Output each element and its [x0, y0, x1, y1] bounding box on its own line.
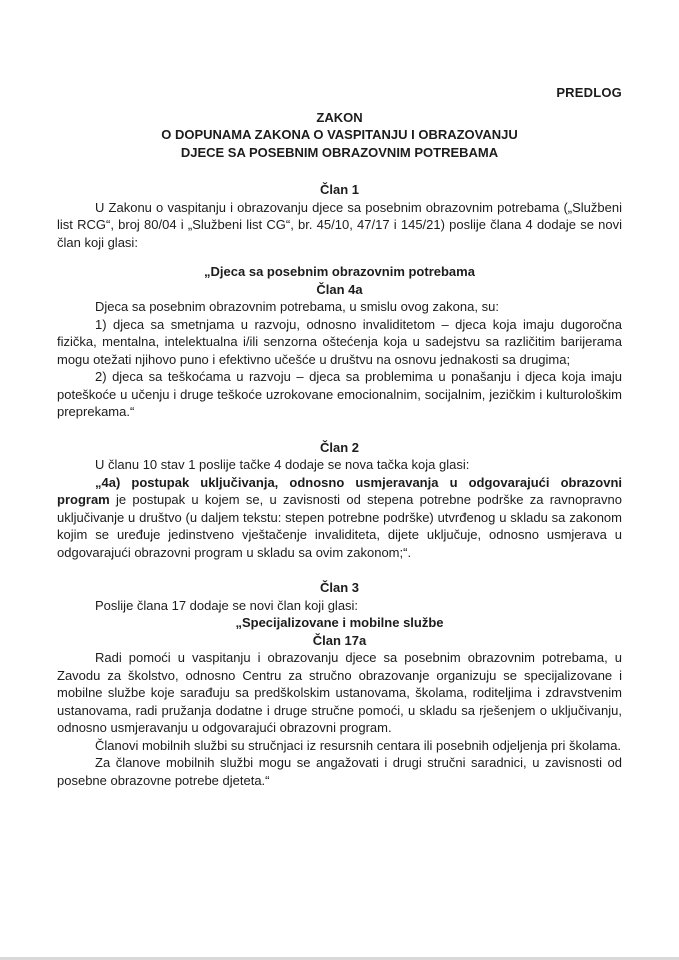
- article-1-item-2: 2) djeca sa teškoćama u razvoju – djeca sa problemima u ponašanju i djeca koja imaju poteškoće u učenju i druge teškoće uzrokovane emocionalnim, socijalnim, jezičkim i kulturološkim preprekama.“: [57, 369, 622, 419]
- article-3-paragraph-3: Članovi mobilnih službi su stručnjaci iz resursnih centara ili posebnih odjeljenja pri školama.: [95, 737, 622, 753]
- doc-type-label: PREDLOG: [556, 85, 622, 100]
- article-1-item-1: 1) djeca sa smetnjama u razvoju, odnosno invaliditetom – djeca koja imaju dugoročna fizička, mentalna, intelektualna i/ili senzorna oštećenja koja u sadejstvu sa različitim barijerama mogu otežati njihovo puno i efektivno učešće u društvu na osnovu jednakosti sa drugima;: [57, 316, 622, 367]
- title-line-1: ZAKON: [316, 109, 363, 125]
- inserted-article-17a-title: „Specijalizovane i mobilne službe: [235, 615, 444, 630]
- article-3-paragraph-1: Poslije člana 17 dodaje se novi član koji glasi:: [95, 597, 359, 613]
- article-2-paragraph-2: [57, 474, 622, 562]
- article-2-paragraph-2-rest: je postupak u kojem se, u zavisnosti od stepena potrebne podrške za ravnopravno uključivanje u društvo (u daljem tekstu: stepen potrebne podrške) utvrđenog u skladu sa zakonom kojim se uređuje jedinstveno vještačenje invaliditeta, dijete uključuje, odnosno usmjerava u odgovarajući obrazovni program u skladu sa ovim zakonom;“.: [57, 492, 622, 560]
- article-3-heading: Član 3: [319, 580, 359, 595]
- inserted-article-17a-heading: Član 17a: [312, 632, 367, 648]
- article-2-heading: Član 2: [319, 439, 359, 455]
- article-3-paragraph-2: Radi pomoći u vaspitanju i obrazovanju djece sa posebnim obrazovnim potrebama, u Zavodu za školstvo, odnosno Centru za stručno obrazovanje organizuju se specijalizovane i mobilne službe koje sarađuju sa predškolskim ustanovama, školama, roditeljima i zdravstvenim ustanovama, radi pružanja dodatne i druge stručne pomoći, u skladu sa rješenjem o uključivanju, odnosno usmjeravanju u odgovarajući obrazovni program.: [57, 650, 622, 735]
- doc-title: [57, 109, 622, 162]
- article-3-paragraph-4: Za članove mobilnih službi mogu se angažovati i drugi stručni saradnici, u zavisnosti od posebne obrazovne potrebe djeteta.“: [57, 755, 622, 788]
- article-1-paragraph-2: Djeca sa posebnim obrazovnim potrebama, u smislu ovog zakona, su:: [95, 299, 499, 314]
- defined-term-bold: „4a) postupak uključivanja, odnosno usmjeravanja u odgovarajući obrazovni program: [57, 474, 622, 507]
- inserted-article-4a-title: „Djeca sa posebnim obrazovnim potrebama: [204, 264, 475, 279]
- inserted-article-4a-heading: Član 4a: [316, 281, 363, 297]
- title-line-3: DJECE SA POSEBNIM OBRAZOVNIM POTREBAMA: [180, 144, 499, 160]
- article-1-heading: Član 1: [319, 182, 359, 197]
- article-2-paragraph-1: U članu 10 stav 1 poslije tačke 4 dodaje se nova tačka koja glasi:: [95, 457, 470, 472]
- article-1-paragraph-1: U Zakonu o vaspitanju i obrazovanju djece sa posebnim obrazovnim potrebama („Službeni list RCG“, broj 80/04 i „Službeni list CG“, br. 45/10, 47/17 i 145/21) poslije člana 4 dodaje se novi član koji glasi:: [57, 199, 622, 250]
- title-line-2: O DOPUNAMA ZAKONA O VASPITANJU I OBRAZOVANJU: [161, 127, 518, 142]
